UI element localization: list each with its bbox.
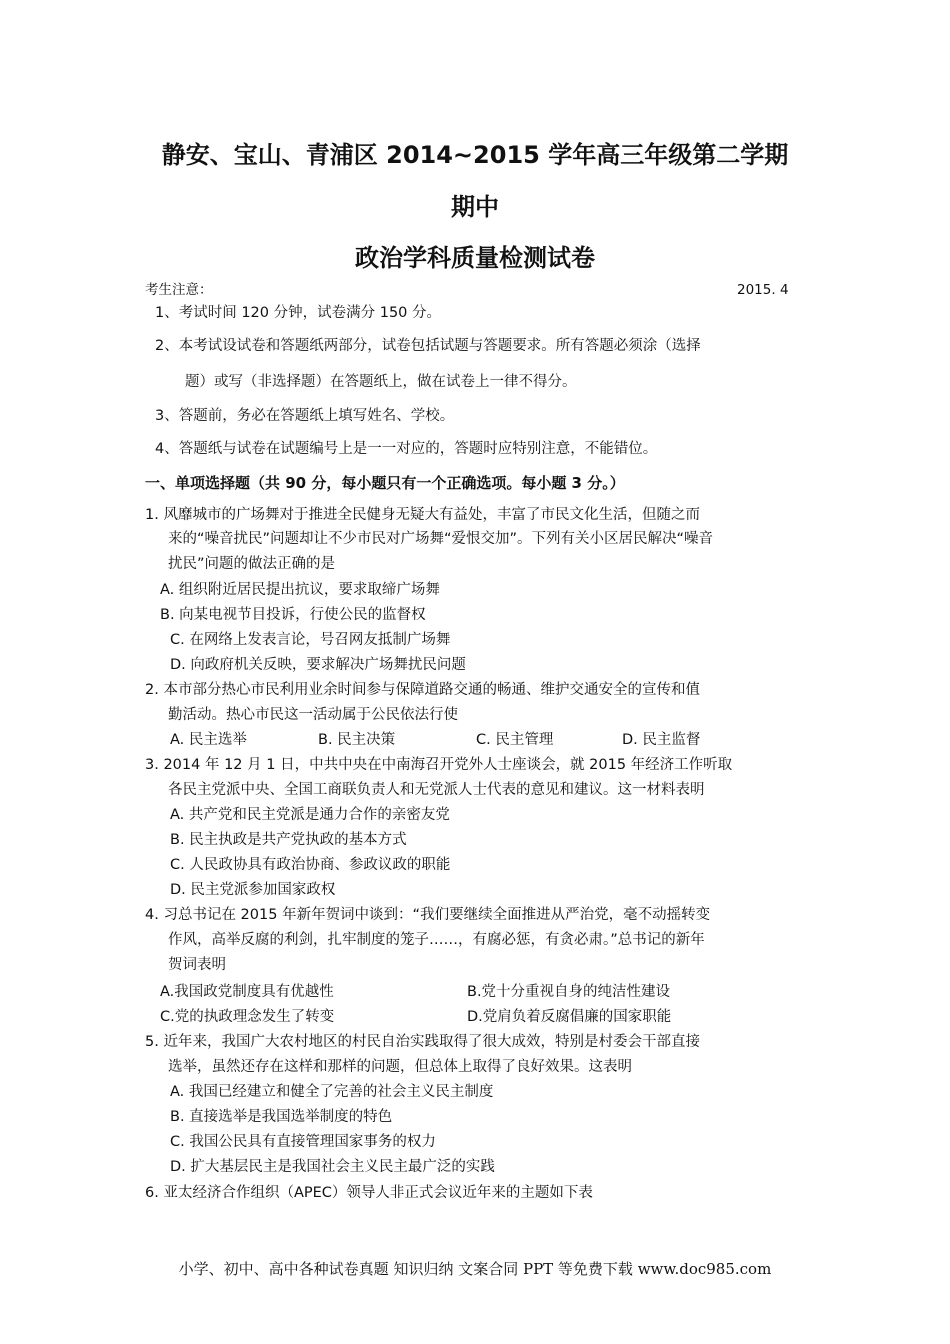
question-2-option-c: C. 民主管理 — [476, 732, 554, 748]
question-1-option-c: C. 在网络上发表言论，号召网友抵制广场舞 — [170, 632, 451, 648]
question-1-option-d: D. 向政府机关反映，要求解决广场舞扰民问题 — [170, 657, 466, 673]
question-3-line: 3. 2014 年 12 月 1 日，中共中央在中南海召开党外人士座谈会，就 2015 年经济工作听取 — [145, 757, 733, 773]
exam-title-line1: 静安、宝山、青浦区 2014~2015 学年高三年级第二学期 — [161, 141, 789, 169]
exam-title-line3: 政治学科质量检测试卷 — [355, 244, 595, 272]
question-5-line: 选举，虽然还存在这样和那样的问题，但总体上取得了良好效果。这表明 — [168, 1059, 632, 1075]
question-4-line: 4. 习总书记在 2015 年新年贺词中谈到：“我们要继续全面推进从严治党，毫不动摇转变 — [145, 907, 711, 923]
question-1-option-a: A. 组织附近居民提出抗议，要求取缔广场舞 — [160, 582, 440, 598]
notice-item: 2、本考试设试卷和答题纸两部分，试卷包括试题与答题要求。所有答题必须涂（选择 — [155, 338, 701, 354]
footer-text: 小学、初中、高中各种试卷真题 知识归纳 文案合同 PPT 等免费下载 www.doc985.com — [178, 1260, 772, 1278]
question-2-option-b: B. 民主决策 — [318, 732, 396, 748]
question-1-line: 扰民”问题的做法正确的是 — [168, 556, 336, 572]
question-4-option-a: A.我国政党制度具有优越性 — [160, 984, 334, 1000]
question-5-line: 5. 近年来，我国广大农村地区的村民自治实践取得了很大成效，特别是村委会干部直接 — [145, 1034, 700, 1050]
question-3-option-c: C. 人民政协具有政治协商、参政议政的职能 — [170, 857, 451, 873]
question-4-line: 贺词表明 — [168, 957, 226, 973]
question-5-option-c: C. 我国公民具有直接管理国家事务的权力 — [170, 1134, 436, 1150]
section-heading: 一、单项选择题（共 90 分，每小题只有一个正确选项。每小题 3 分。） — [145, 474, 625, 492]
question-4-option-b: B.党十分重视自身的纯洁性建设 — [467, 984, 671, 1000]
question-2-option-d: D. 民主监督 — [622, 732, 701, 748]
notice-item: 1、考试时间 120 分钟，试卷满分 150 分。 — [155, 305, 442, 321]
notice-label: 考生注意： — [145, 282, 213, 298]
question-5-option-b: B. 直接选举是我国选举制度的特色 — [170, 1109, 393, 1125]
question-3-line: 各民主党派中央、全国工商联负责人和无党派人士代表的意见和建议。这一材料表明 — [168, 782, 705, 798]
question-1-line: 1. 风靡城市的广场舞对于推进全民健身无疑大有益处，丰富了市民文化生活，但随之而 — [145, 507, 700, 523]
question-2-line: 2. 本市部分热心市民利用业余时间参与保障道路交通的畅通、维护交通安全的宣传和值 — [145, 682, 700, 698]
question-2-line: 勤活动。热心市民这一活动属于公民依法行使 — [168, 707, 458, 723]
question-2-option-a: A. 民主选举 — [170, 732, 247, 748]
notice-item: 4、答题纸与试卷在试题编号上是一一对应的，答题时应特别注意，不能错位。 — [155, 441, 658, 457]
question-4-line: 作风，高举反腐的利剑，扎牢制度的笼子……，有腐必惩，有贪必肃。”总书记的新年 — [168, 932, 705, 948]
question-5-option-a: A. 我国已经建立和健全了完善的社会主义民主制度 — [170, 1084, 494, 1100]
question-1-line: 来的“噪音扰民”问题却让不少市民对广场舞“爱恨交加”。下列有关小区居民解决“噪音 — [168, 531, 714, 547]
question-3-option-b: B. 民主执政是共产党执政的基本方式 — [170, 832, 407, 848]
question-1-option-b: B. 向某电视节目投诉，行使公民的监督权 — [160, 607, 426, 623]
question-4-option-c: C.党的执政理念发生了转变 — [160, 1009, 335, 1025]
question-5-option-d: D. 扩大基层民主是我国社会主义民主最广泛的实践 — [170, 1159, 495, 1175]
question-6-line: 6. 亚太经济合作组织（APEC）领导人非正式会议近年来的主题如下表 — [145, 1185, 593, 1201]
exam-date: 2015. 4 — [737, 282, 789, 298]
notice-item: 题）或写（非选择题）在答题纸上，做在试卷上一律不得分。 — [185, 374, 577, 390]
question-3-option-d: D. 民主党派参加国家政权 — [170, 882, 336, 898]
exam-title-line2: 期中 — [451, 193, 499, 221]
question-3-option-a: A. 共产党和民主党派是通力合作的亲密友党 — [170, 807, 450, 823]
notice-item: 3、答题前，务必在答题纸上填写姓名、学校。 — [155, 408, 455, 424]
question-4-option-d: D.党肩负着反腐倡廉的国家职能 — [467, 1009, 672, 1025]
